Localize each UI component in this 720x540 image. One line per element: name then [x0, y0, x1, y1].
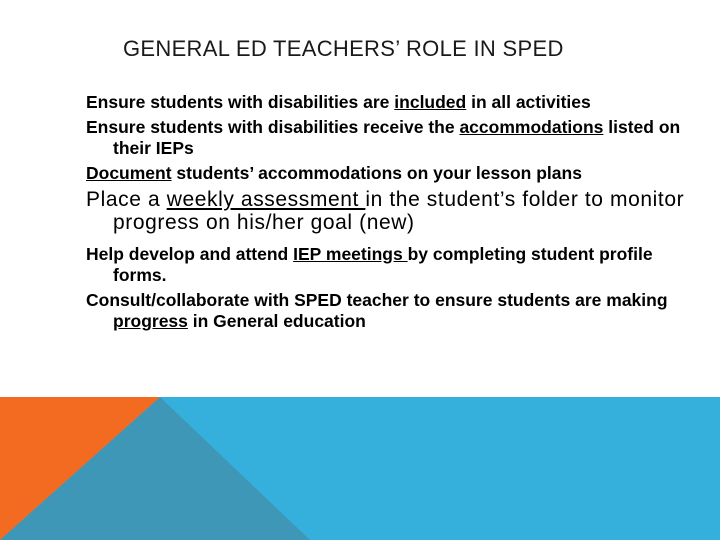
bullet-document	[86, 163, 686, 184]
bullet-text: Help develop and attend	[86, 244, 294, 264]
bullet-weekly-assessment	[86, 188, 686, 234]
slide-title: GENERAL ED TEACHERS’ ROLE IN SPED	[123, 36, 564, 61]
bullet-text: Ensure students with disabilities receive the	[86, 117, 460, 137]
bullet-underlined-text: progress	[113, 311, 188, 331]
bullet-underlined-text: Document	[86, 163, 172, 183]
bullet-list	[86, 92, 686, 336]
bullet-consult	[86, 290, 686, 332]
bullet-underlined-text: IEP meetings	[293, 244, 408, 264]
bullet-text: in all activities	[466, 92, 591, 112]
bullet-text: listed on their IEPs	[113, 117, 681, 158]
bullet-underlined-text: included	[394, 92, 467, 112]
bullet-accommodations	[86, 117, 686, 159]
bullet-text: Place a	[86, 188, 167, 211]
bullet-underlined-text: accommodations	[459, 117, 604, 137]
bullet-text: by completing student profile forms.	[113, 244, 653, 285]
bullet-underlined-text: weekly assessment	[166, 188, 366, 211]
bullet-text: in General education	[187, 311, 366, 331]
bullet-text: in the student’s folder to monitor progress on his/her goal (new)	[113, 188, 685, 234]
bullet-iep-meetings	[86, 244, 686, 286]
bullet-included	[86, 92, 686, 113]
bullet-text: Ensure students with disabilities are	[86, 92, 395, 112]
decorative-footer-band	[0, 397, 720, 540]
bullet-text: Consult/collaborate with SPED teacher to ensure students are making	[86, 290, 668, 310]
bullet-text: students’ accommodations on your lesson plans	[171, 163, 582, 183]
